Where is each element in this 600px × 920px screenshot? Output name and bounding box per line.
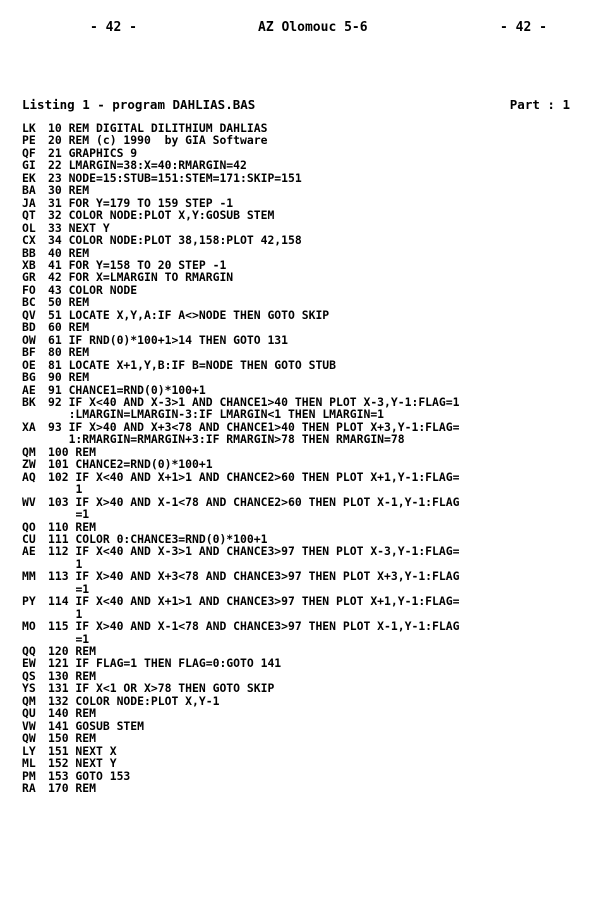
line-source: 115 IF X>40 AND X-1<78 AND CHANCE3>97 THEN PLOT X-1,Y-1:FLAG =1: [48, 619, 460, 646]
line-checksum: BK: [22, 394, 36, 409]
line-source: 114 IF X<40 AND X+1>1 AND CHANCE3>97 THEN PLOT X+1,Y-1:FLAG= 1: [48, 594, 460, 621]
code-line: [22, 421, 582, 446]
code-line: [22, 682, 582, 694]
line-source: 140 REM: [48, 706, 97, 721]
line-checksum: QM: [22, 444, 36, 459]
line-source: 92 IF X<40 AND X-3>1 AND CHANCE1>40 THEN PLOT X-3,Y-1:FLAG=1 :LMARGIN=LMARGIN-3:IF LMARGIN<1 THEN LMARGIN=1: [48, 394, 460, 422]
line-source: 40 REM: [48, 245, 90, 260]
line-checksum: QT: [22, 208, 36, 223]
magazine-title: AZ Olomouc 5-6: [258, 20, 368, 35]
line-source: 61 IF RND(0)*100+1>14 THEN GOTO 131: [48, 332, 289, 347]
line-checksum: MO: [22, 619, 36, 634]
line-checksum: OL: [22, 220, 36, 235]
line-checksum: CX: [22, 233, 36, 248]
code-line: [22, 496, 582, 521]
line-source: 80 REM: [48, 345, 90, 360]
line-checksum: WV: [22, 494, 36, 509]
line-source: 112 IF X<40 AND X-3>1 AND CHANCE3>97 THEN PLOT X-3,Y-1:FLAG= 1: [48, 544, 460, 571]
line-source: 30 REM: [48, 183, 90, 198]
line-source: 33 NEXT Y: [48, 220, 110, 235]
line-checksum: QS: [22, 668, 36, 683]
line-source: 101 CHANCE2=RND(0)*100+1: [48, 457, 213, 472]
listing-name: Listing 1 - program DAHLIAS.BAS: [22, 97, 256, 112]
line-checksum: PE: [22, 133, 36, 148]
line-checksum: CU: [22, 531, 36, 546]
line-checksum: ML: [22, 756, 36, 771]
line-checksum: MM: [22, 569, 36, 584]
line-source: 120 REM: [48, 644, 97, 659]
line-checksum: QF: [22, 145, 36, 160]
line-source: 130 REM: [48, 668, 97, 683]
line-checksum: LK: [22, 121, 36, 135]
line-checksum: OE: [22, 357, 36, 372]
line-checksum: BG: [22, 370, 36, 385]
line-source: 150 REM: [48, 731, 97, 746]
line-checksum: BA: [22, 183, 36, 198]
line-checksum: EK: [22, 170, 36, 185]
line-source: 170 REM: [48, 781, 97, 796]
line-source: 31 FOR Y=179 TO 159 STEP -1: [48, 195, 234, 210]
line-source: 34 COLOR NODE:PLOT 38,158:PLOT 42,158: [48, 233, 302, 248]
line-source: 50 REM: [48, 295, 90, 310]
line-checksum: XB: [22, 257, 36, 272]
code-line: [22, 545, 582, 570]
code-line: [22, 782, 582, 794]
code-line: [22, 321, 582, 333]
line-checksum: LY: [22, 743, 36, 758]
page-header: [0, 20, 600, 40]
line-source: 42 FOR X=LMARGIN TO RMARGIN: [48, 270, 234, 285]
code-line: [22, 620, 582, 645]
line-checksum: OW: [22, 332, 36, 347]
line-checksum: QM: [22, 693, 36, 708]
line-checksum: VW: [22, 718, 36, 733]
code-line: [22, 296, 582, 308]
line-checksum: AE: [22, 382, 36, 397]
code-line: [22, 396, 582, 421]
line-source: 131 IF X<1 OR X>78 THEN GOTO SKIP: [48, 681, 275, 696]
code-line: [22, 595, 582, 620]
code-line: [22, 284, 582, 296]
line-source: 110 REM: [48, 519, 97, 534]
line-source: 81 LOCATE X+1,Y,B:IF B=NODE THEN GOTO STUB: [48, 357, 337, 372]
line-source: 32 COLOR NODE:PLOT X,Y:GOSUB STEM: [48, 208, 275, 223]
line-checksum: GI: [22, 158, 36, 173]
line-source: 153 GOTO 153: [48, 768, 131, 783]
line-checksum: YS: [22, 681, 36, 696]
code-line: [22, 371, 582, 383]
line-source: 141 GOSUB STEM: [48, 718, 145, 733]
code-line: [22, 209, 582, 221]
code-line: [22, 707, 582, 719]
line-source: 43 COLOR NODE: [48, 282, 138, 297]
code-line: [22, 234, 582, 246]
code-line: [22, 657, 582, 669]
line-source: 41 FOR Y=158 TO 20 STEP -1: [48, 257, 227, 272]
line-checksum: XA: [22, 419, 36, 434]
line-checksum: PY: [22, 594, 36, 609]
line-checksum: QQ: [22, 644, 36, 659]
line-source: 151 NEXT X: [48, 743, 117, 758]
line-checksum: QV: [22, 307, 36, 322]
line-checksum: JA: [22, 195, 36, 210]
code-line: [22, 334, 582, 346]
code-line: [22, 570, 582, 595]
line-checksum: AE: [22, 544, 36, 559]
listing-title: [22, 97, 578, 115]
code-line: [22, 346, 582, 358]
line-source: 100 REM: [48, 444, 97, 459]
line-checksum: PM: [22, 768, 36, 783]
line-checksum: BB: [22, 245, 36, 260]
line-source: 132 COLOR NODE:PLOT X,Y-1: [48, 693, 220, 708]
line-source: 113 IF X>40 AND X+3<78 AND CHANCE3>97 THEN PLOT X+3,Y-1:FLAG =1: [48, 569, 460, 596]
line-checksum: BD: [22, 320, 36, 335]
code-line: [22, 695, 582, 707]
line-source: 91 CHANCE1=RND(0)*100+1: [48, 382, 206, 397]
line-source: 90 REM: [48, 370, 90, 385]
page-number-right: - 42 -: [500, 20, 547, 35]
line-checksum: ZW: [22, 457, 36, 472]
code-line: [22, 471, 582, 496]
code-line: [22, 720, 582, 732]
line-checksum: BF: [22, 345, 36, 360]
line-checksum: FO: [22, 282, 36, 297]
line-checksum: AQ: [22, 469, 36, 484]
code-line: [22, 159, 582, 171]
code-line: [22, 172, 582, 184]
code-line: [22, 770, 582, 782]
line-source: 103 IF X>40 AND X-1<78 AND CHANCE2>60 THEN PLOT X-1,Y-1:FLAG =1: [48, 494, 460, 522]
line-source: 121 IF FLAG=1 THEN FLAG=0:GOTO 141: [48, 656, 282, 671]
code-line: [22, 309, 582, 321]
code-line: [22, 184, 582, 196]
listing-part: Part : 1: [509, 97, 570, 112]
line-source: 93 IF X>40 AND X+3<78 AND CHANCE1>40 THEN PLOT X+3,Y-1:FLAG= 1:RMARGIN=RMARGIN+3:IF RMARGIN>78 THEN RMARGIN=78: [48, 419, 460, 447]
line-source: 51 LOCATE X,Y,A:IF A<>NODE THEN GOTO SKIP: [48, 307, 330, 322]
line-checksum: QW: [22, 731, 36, 746]
line-source: 10 REM DIGITAL DILITHIUM DAHLIAS: [48, 121, 268, 135]
code-listing: [22, 122, 582, 794]
code-line: [22, 757, 582, 769]
code-line: [22, 458, 582, 470]
line-source: 21 GRAPHICS 9: [48, 145, 138, 160]
line-source: 22 LMARGIN=38:X=40:RMARGIN=42: [48, 158, 247, 173]
line-checksum: BC: [22, 295, 36, 310]
line-checksum: EW: [22, 656, 36, 671]
line-source: 152 NEXT Y: [48, 756, 117, 771]
page-number-left: - 42 -: [90, 20, 137, 35]
line-source: 23 NODE=15:STUB=151:STEM=171:SKIP=151: [48, 170, 302, 185]
line-source: 60 REM: [48, 320, 90, 335]
code-line: [22, 359, 582, 371]
line-source: 111 COLOR 0:CHANCE3=RND(0)*100+1: [48, 531, 268, 546]
code-line: [22, 732, 582, 744]
line-checksum: RA: [22, 781, 36, 796]
line-source: 102 IF X<40 AND X+1>1 AND CHANCE2>60 THEN PLOT X+1,Y-1:FLAG= 1: [48, 469, 460, 497]
line-checksum: GR: [22, 270, 36, 285]
line-source: 20 REM (c) 1990 by GIA Software: [48, 133, 268, 148]
line-checksum: QO: [22, 519, 36, 534]
line-checksum: QU: [22, 706, 36, 721]
